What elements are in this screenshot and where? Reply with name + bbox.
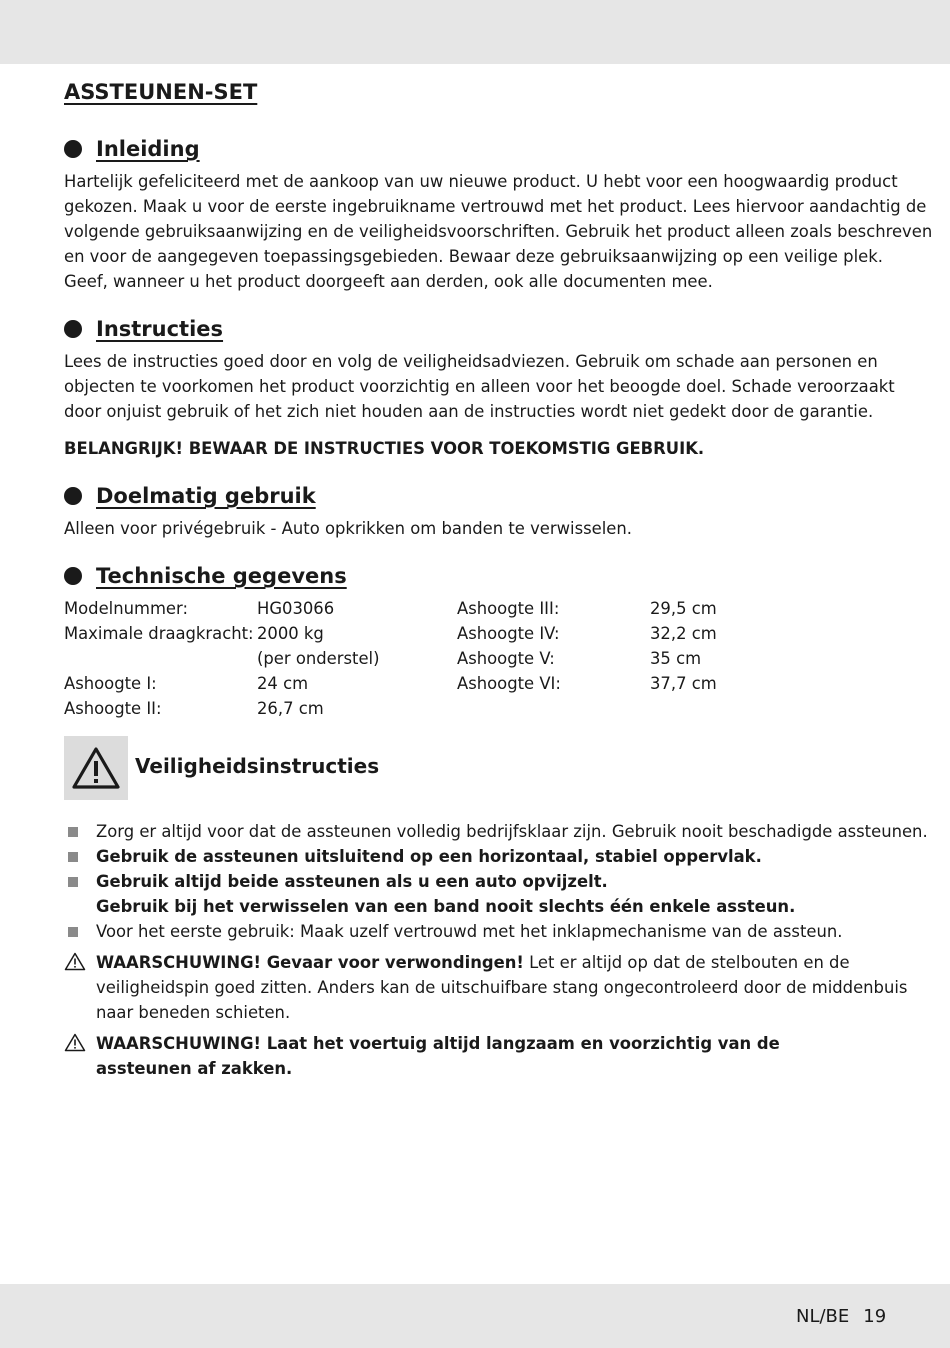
paragraph-line: door onjuist gebruik of het zich niet houden aan de instructies wordt niet gedekt door de garantie.: [64, 402, 874, 421]
paragraph-line: objecten te voorkomen het product voorzichtig en alleen voor het beoogde doel. Schade veroorzaakt: [64, 377, 895, 396]
square-bullet-icon: [68, 877, 78, 887]
section-inleiding: [64, 134, 932, 294]
safety-icon-box: [64, 736, 128, 800]
warning-text: assteunen af zakken.: [96, 1059, 293, 1078]
spec-label: Maximale draagkracht:: [64, 624, 254, 643]
section-title: Instructies: [96, 317, 224, 341]
section-instructies: [64, 314, 895, 461]
warning-text: WAARSCHUWING! Laat het voertuig altijd langzaam en voorzichtig van de: [96, 1034, 780, 1053]
warning-label: WAARSCHUWING! Gevaar voor verwondingen!: [96, 953, 524, 972]
spec-label: Ashoogte III:: [457, 599, 560, 618]
section-title: Doelmatig gebruik: [96, 484, 316, 508]
section-title: Inleiding: [96, 137, 200, 161]
important-notice: BELANGRIJK! BEWAAR DE INSTRUCTIES VOOR TOEKOMSTIG GEBRUIK.: [64, 439, 705, 458]
list-item-text: Gebruik bij het verwisselen van een band nooit slechts één enkele assteun.: [96, 897, 796, 916]
paragraph-line: Lees de instructies goed door en volg de veiligheidsadviezen. Gebruik om schade aan personen en: [64, 352, 878, 371]
section-technisch: [64, 561, 347, 591]
square-bullet-icon: [68, 852, 78, 862]
safety-title: Veiligheidsinstructies: [135, 754, 380, 778]
spec-value: 29,5 cm: [650, 599, 717, 618]
paragraph-line: Alleen voor privégebruik - Auto opkrikken om banden te verwisselen.: [64, 519, 632, 538]
spec-label: Ashoogte IV:: [457, 624, 560, 643]
warning-text: naar beneden schieten.: [96, 1003, 291, 1022]
warning-triangle-icon: [71, 746, 121, 790]
spec-value: 26,7 cm: [257, 699, 324, 718]
page-number: 19: [863, 1306, 887, 1327]
bullet-dot-icon: [64, 320, 82, 338]
warning-text: veiligheidspin goed zitten. Anders kan de uitschuifbare stang ongecontroleerd door de middenbuis: [96, 978, 908, 997]
warning-text: [96, 950, 850, 975]
spec-value: (per onderstel): [257, 649, 380, 668]
paragraph-line: volgende gebruiksaanwijzing en de veiligheidsvoorschriften. Gebruik het product alleen zoals beschreven: [64, 222, 933, 241]
square-bullet-icon: [68, 827, 78, 837]
list-item-text: Zorg er altijd voor dat de assteunen volledig bedrijfsklaar zijn. Gebruik nooit beschadigde assteunen.: [96, 822, 928, 841]
spec-value: 24 cm: [257, 674, 309, 693]
paragraph-line: Geef, wanneer u het product doorgeeft aan derden, ook alle documenten mee.: [64, 272, 713, 291]
warning-triangle-icon: [64, 1033, 86, 1052]
spec-label: Ashoogte II:: [64, 699, 162, 718]
section-doelmatig: [64, 481, 632, 541]
page-title: ASSTEUNEN-SET: [64, 80, 258, 104]
paragraph-line: Hartelijk gefeliciteerd met de aankoop van uw nieuwe product. U hebt voor een hoogwaardig product: [64, 172, 898, 191]
warning-triangle-icon: [64, 952, 86, 971]
spec-value: 37,7 cm: [650, 674, 717, 693]
spec-label: Ashoogte V:: [457, 649, 555, 668]
bullet-dot-icon: [64, 567, 82, 585]
footer: [796, 1306, 900, 1327]
header-band: [0, 0, 950, 64]
spec-value: 35 cm: [650, 649, 702, 668]
paragraph-line: gekozen. Maak u voor de eerste ingebruikname vertrouwd met het product. Lees hiervoor aandachtig de: [64, 197, 927, 216]
spec-label: Modelnummer:: [64, 599, 188, 618]
square-bullet-icon: [68, 927, 78, 937]
footer-language: NL/BE: [796, 1306, 850, 1327]
bullet-dot-icon: [64, 487, 82, 505]
warning-body: Let er altijd op dat de stelbouten en de: [523, 953, 850, 972]
list-item-text: Voor het eerste gebruik: Maak uzelf vertrouwd met het inklapmechanisme van de assteun.: [96, 922, 843, 941]
list-item-text: Gebruik altijd beide assteunen als u een auto opvijzelt.: [96, 872, 608, 891]
bullet-dot-icon: [64, 140, 82, 158]
spec-label: Ashoogte I:: [64, 674, 157, 693]
list-item-text: Gebruik de assteunen uitsluitend op een horizontaal, stabiel oppervlak.: [96, 847, 762, 866]
paragraph-line: en voor de aangegeven toepassingsgebieden. Bewaar deze gebruiksaanwijzing op een veilige plek.: [64, 247, 883, 266]
spec-value: HG03066: [257, 599, 335, 618]
section-title: Technische gegevens: [96, 564, 347, 588]
spec-label: Ashoogte VI:: [457, 674, 561, 693]
spec-value: 32,2 cm: [650, 624, 717, 643]
spec-value: 2000 kg: [257, 624, 324, 643]
